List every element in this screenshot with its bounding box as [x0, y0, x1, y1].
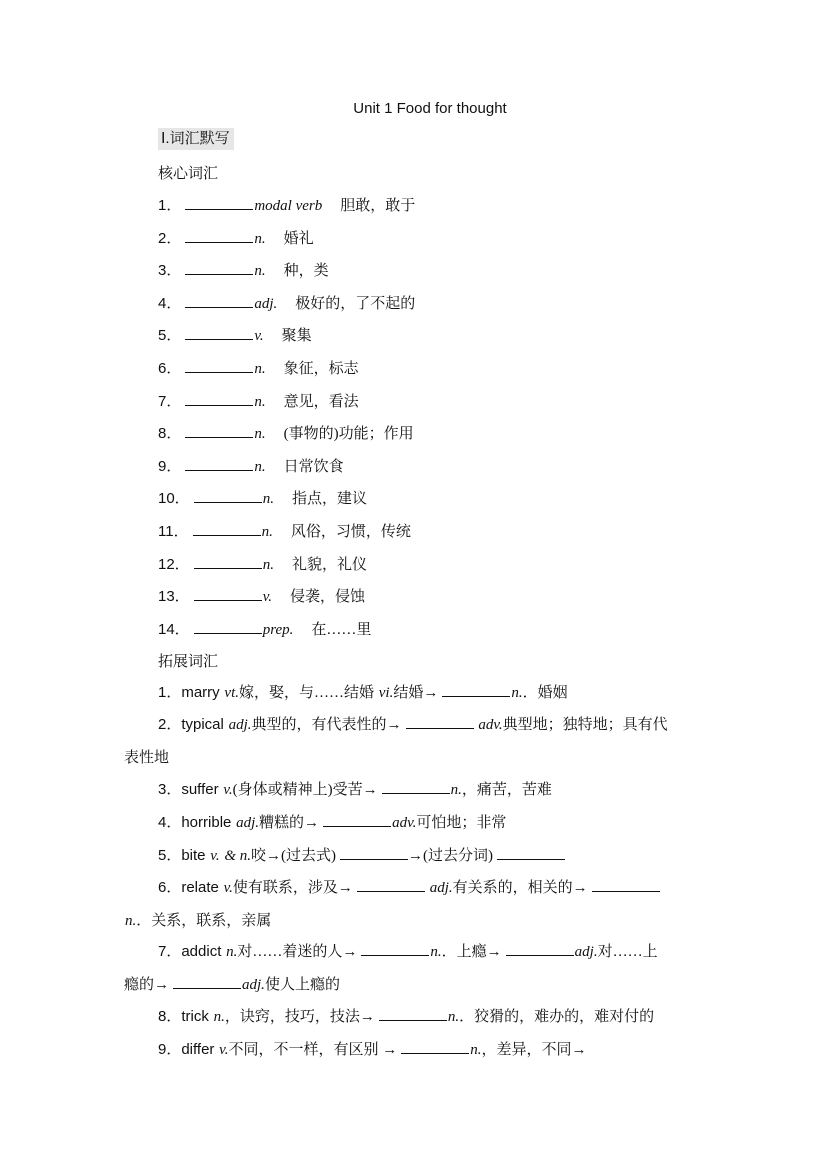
- answer-blank[interactable]: [382, 779, 450, 794]
- part-of-speech: n.: [262, 491, 274, 508]
- answer-blank[interactable]: [194, 619, 262, 634]
- meaning: 聚集: [281, 328, 312, 345]
- ext-item: 4．horrible adj.糟糕的→ adv.可怕地；非常: [158, 814, 507, 831]
- meaning: 婚礼: [283, 230, 314, 247]
- meaning: 指点，建议: [291, 491, 367, 508]
- item-number: 7．: [158, 392, 182, 410]
- core-vocab-item: [158, 521, 411, 542]
- answer-blank[interactable]: [323, 812, 391, 827]
- core-vocab-item: [158, 488, 367, 509]
- ext-item: 1．marry vt.嫁，娶，与……结婚 vi.结婚→ n.．婚姻: [158, 684, 568, 701]
- meaning: 风俗，习惯，传统: [290, 524, 411, 540]
- meaning: 极好的，了不起的: [295, 295, 416, 312]
- core-vocab-item: [158, 260, 329, 281]
- core-vocab-item: [158, 228, 314, 249]
- answer-blank[interactable]: [185, 260, 253, 275]
- core-vocab-item: [158, 619, 371, 640]
- meaning: (事物的)功能；作用: [283, 426, 414, 443]
- answer-blank[interactable]: [401, 1039, 469, 1054]
- part-of-speech: v.: [254, 328, 264, 345]
- answer-blank[interactable]: [340, 845, 408, 860]
- item-number: 8．: [158, 425, 182, 443]
- ext-vocab-heading: 拓展词汇: [158, 653, 219, 670]
- answer-blank[interactable]: [592, 877, 660, 892]
- answer-blank[interactable]: [357, 877, 425, 892]
- answer-blank[interactable]: [506, 941, 574, 956]
- core-vocab-heading: 核心词汇: [158, 165, 219, 182]
- answer-blank[interactable]: [194, 488, 262, 503]
- core-vocab-item: [158, 391, 359, 412]
- item-number: 3．: [158, 262, 182, 280]
- item-number: 14．: [158, 620, 190, 638]
- meaning: 日常饮食: [283, 458, 344, 475]
- ext-item: 5．bite v. & n.咬→(过去式) →(过去分词): [158, 839, 703, 873]
- answer-blank[interactable]: [185, 358, 253, 373]
- core-vocab-item: [158, 423, 414, 444]
- answer-blank[interactable]: [185, 325, 253, 340]
- ext-item: 2．typical adj.典型的，有代表性的→ adv.典型地；独特地；具有代 表性地: [124, 716, 668, 766]
- meaning: 种，类: [283, 263, 329, 280]
- answer-blank[interactable]: [361, 941, 429, 956]
- part-of-speech: adj.: [254, 295, 278, 312]
- item-number: 12．: [158, 555, 190, 573]
- core-vocab-item: [158, 293, 415, 314]
- item-number: 9．: [158, 457, 182, 475]
- meaning: 礼貌，礼仪: [291, 556, 367, 573]
- part-of-speech: n.: [254, 393, 266, 410]
- part-of-speech: n.: [254, 263, 266, 280]
- answer-blank[interactable]: [442, 682, 510, 697]
- answer-blank[interactable]: [185, 456, 253, 471]
- answer-blank[interactable]: [194, 554, 262, 569]
- item-number: 13．: [158, 588, 190, 606]
- part-of-speech: prep.: [262, 621, 294, 638]
- answer-blank[interactable]: [185, 293, 253, 308]
- part-of-speech: n.: [254, 458, 266, 475]
- answer-blank[interactable]: [379, 1006, 447, 1021]
- part-of-speech: n.: [254, 230, 266, 247]
- ext-item: 6．relate v.使有联系，涉及→ adj.有关系的，相关的→ n.．关系，联系，亲属: [158, 871, 703, 938]
- ext-item: 8．trick n.，诀窍，技巧，技法→ n.．狡猾的，难办的，难对付的: [158, 1008, 655, 1025]
- meaning: 在……里: [311, 621, 372, 638]
- answer-blank[interactable]: [406, 714, 474, 729]
- answer-blank[interactable]: [497, 845, 565, 860]
- core-vocab-item: [158, 554, 367, 575]
- meaning: 象征，标志: [283, 361, 359, 377]
- item-number: 2．: [158, 229, 182, 247]
- core-vocab-item: [158, 358, 359, 379]
- answer-blank[interactable]: [173, 974, 241, 989]
- answer-blank[interactable]: [194, 586, 262, 601]
- part-of-speech: n.: [262, 556, 274, 573]
- meaning: 侵袭，侵蚀: [289, 589, 365, 606]
- answer-blank[interactable]: [185, 228, 253, 243]
- ext-item: 7．addict n.对……着迷的人→ n.．上瘾→ adj.对……上 瘾的→ adj.使人上瘾的: [124, 943, 658, 993]
- page-title: Unit 1 Food for thought: [353, 100, 507, 117]
- answer-blank[interactable]: [185, 423, 253, 438]
- part-of-speech: n.: [261, 524, 273, 540]
- ext-item: 3．suffer v.(身体或精神上)受苦→ n.，痛苦，苦难: [158, 781, 552, 798]
- item-number: 11．: [158, 523, 189, 540]
- item-number: 1．: [158, 197, 182, 214]
- item-number: 4．: [158, 294, 182, 312]
- core-vocab-item: [158, 586, 365, 607]
- answer-blank[interactable]: [193, 521, 261, 536]
- part-of-speech: modal verb: [254, 198, 323, 214]
- meaning: 意见，看法: [283, 393, 359, 410]
- part-of-speech: n.: [254, 361, 266, 377]
- item-number: 5．: [158, 327, 182, 345]
- part-of-speech: v.: [262, 589, 272, 606]
- ext-item: 9．differ v.不同，不一样，有区别 → n.，差异，不同→: [158, 1041, 587, 1058]
- part-of-speech: n.: [254, 426, 266, 443]
- answer-blank[interactable]: [185, 195, 253, 210]
- item-number: 6．: [158, 360, 182, 377]
- item-number: 10．: [158, 490, 190, 508]
- core-vocab-item: [158, 456, 344, 477]
- section-label: Ⅰ.词汇默写: [158, 128, 234, 150]
- core-vocab-item: [158, 325, 312, 346]
- meaning: 胆敢，敢于: [340, 198, 416, 214]
- answer-blank[interactable]: [185, 391, 253, 406]
- core-vocab-item: [158, 195, 415, 216]
